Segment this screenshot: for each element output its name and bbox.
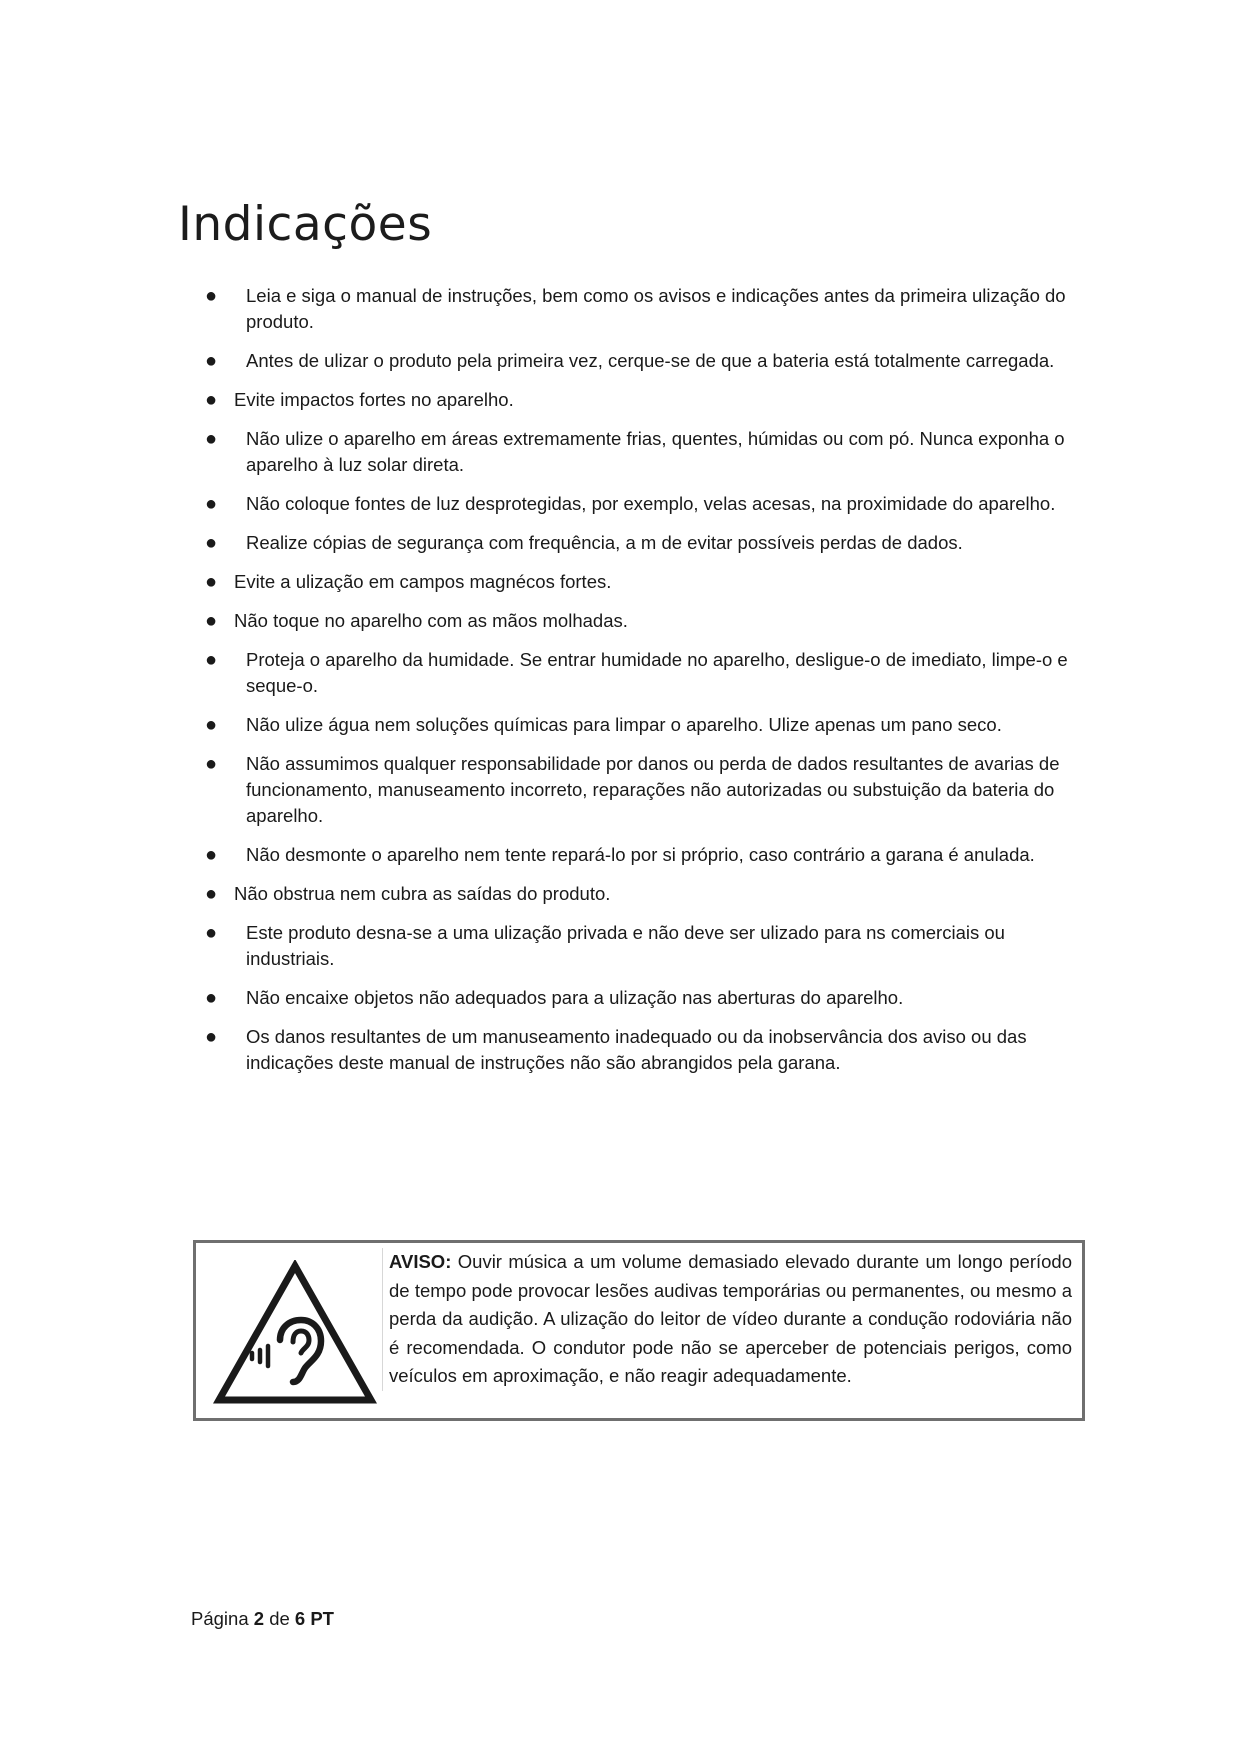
- instruction-item: [205, 608, 1085, 634]
- bullet-icon: ●: [205, 714, 218, 736]
- bullet-icon: ●: [205, 610, 218, 632]
- instruction-item: [205, 881, 1085, 907]
- warning-label: AVISO:: [389, 1251, 452, 1272]
- footer-total-pages: 6: [294, 1608, 306, 1629]
- bullet-icon: ●: [205, 428, 218, 450]
- instruction-item: [205, 1024, 1085, 1076]
- page-footer: [191, 1606, 334, 1632]
- instruction-text: Realize cópias de segurança com frequência, a m de evitar possíveis perdas de dados.: [246, 532, 963, 553]
- instruction-text: Não obstrua nem cubra as saídas do produto.: [234, 883, 611, 904]
- instruction-text: Não assumimos qualquer responsabilidade por danos ou perda de dados resultantes de avarias de funcionamento, manuseamento incorreto, reparações não autorizadas ou substuição da bateria do aparelho.: [246, 753, 1060, 826]
- bullet-icon: ●: [205, 987, 218, 1009]
- instruction-item: [205, 647, 1085, 699]
- instruction-item: [205, 712, 1085, 738]
- bullet-icon: ●: [205, 389, 218, 411]
- bullet-icon: ●: [205, 649, 218, 671]
- instruction-item: [205, 842, 1085, 868]
- instruction-text: Evite a ulização em campos magnécos fortes.: [234, 571, 612, 592]
- instruction-item: [205, 348, 1085, 374]
- instruction-text: Não ulize água nem soluções químicas para limpar o aparelho. Ulize apenas um pano seco.: [246, 714, 1002, 735]
- instruction-item: [205, 751, 1085, 829]
- bullet-icon: ●: [205, 532, 218, 554]
- instruction-text: Não encaixe objetos não adequados para a ulização nas aberturas do aparelho.: [246, 987, 904, 1008]
- bullet-icon: ●: [205, 883, 218, 905]
- instruction-text: Proteja o aparelho da humidade. Se entrar humidade no aparelho, desligue-o de imediato, limpe-o e seque-o.: [246, 649, 1068, 696]
- instruction-text: Este produto desna-se a uma ulização privada e não deve ser ulizado para ns comerciais ou industriais.: [246, 922, 1005, 969]
- instruction-item: [205, 530, 1085, 556]
- instruction-text: Evite impactos fortes no aparelho.: [234, 389, 514, 410]
- instruction-text: Os danos resultantes de um manuseamento inadequado ou da inobservância dos aviso ou das indicações deste manual de instruções não são abrangidos pela garana.: [246, 1026, 1027, 1073]
- instruction-item: [205, 985, 1085, 1011]
- bullet-icon: ●: [205, 753, 218, 775]
- instruction-text: Leia e siga o manual de instruções, bem como os avisos e indicações antes da primeira ulização do produto.: [246, 285, 1066, 332]
- warning-box: [193, 1240, 1085, 1421]
- bullet-icon: ●: [205, 493, 218, 515]
- instruction-text: Não toque no aparelho com as mãos molhadas.: [234, 610, 628, 631]
- hearing-warning-icon: [213, 1260, 377, 1406]
- instruction-item: [205, 283, 1085, 335]
- instruction-item: [205, 387, 1085, 413]
- warning-body: Ouvir música a um volume demasiado elevado durante um longo período de tempo pode provocar lesões audivas temporárias ou permanentes, ou mesmo a perda da audição. A ulização do leitor de vídeo durante a condução rodoviária não é recomendada. O condutor pode não se aperceber de potenciais perigos, como veículos em aproximação, e não reagir adequadamente.: [389, 1251, 1072, 1387]
- bullet-icon: ●: [205, 571, 218, 593]
- footer-of-word: de: [269, 1608, 290, 1629]
- instruction-item: [205, 569, 1085, 595]
- footer-language: PT: [310, 1608, 334, 1629]
- page-title: Indicações: [178, 197, 433, 252]
- bullet-icon: ●: [205, 1026, 218, 1048]
- instruction-text: Não coloque fontes de luz desprotegidas, por exemplo, velas acesas, na proximidade do aparelho.: [246, 493, 1056, 514]
- bullet-icon: ●: [205, 350, 218, 372]
- instruction-list: [205, 283, 1085, 1089]
- instruction-text: Antes de ulizar o produto pela primeira vez, cerque-se de que a bateria está totalmente carregada.: [246, 350, 1055, 371]
- bullet-icon: ●: [205, 922, 218, 944]
- instruction-item: [205, 426, 1085, 478]
- instruction-text: Não ulize o aparelho em áreas extremamente frias, quentes, húmidas ou com pó. Nunca exponha o aparelho à luz solar direta.: [246, 428, 1065, 475]
- instruction-item: [205, 920, 1085, 972]
- footer-current-page: 2: [253, 1608, 265, 1629]
- bullet-icon: ●: [205, 844, 218, 866]
- warning-text: [382, 1248, 1072, 1391]
- bullet-icon: ●: [205, 285, 218, 307]
- instruction-item: [205, 491, 1085, 517]
- footer-page-word: Página: [191, 1608, 249, 1629]
- instruction-text: Não desmonte o aparelho nem tente repará-lo por si próprio, caso contrário a garana é anulada.: [246, 844, 1035, 865]
